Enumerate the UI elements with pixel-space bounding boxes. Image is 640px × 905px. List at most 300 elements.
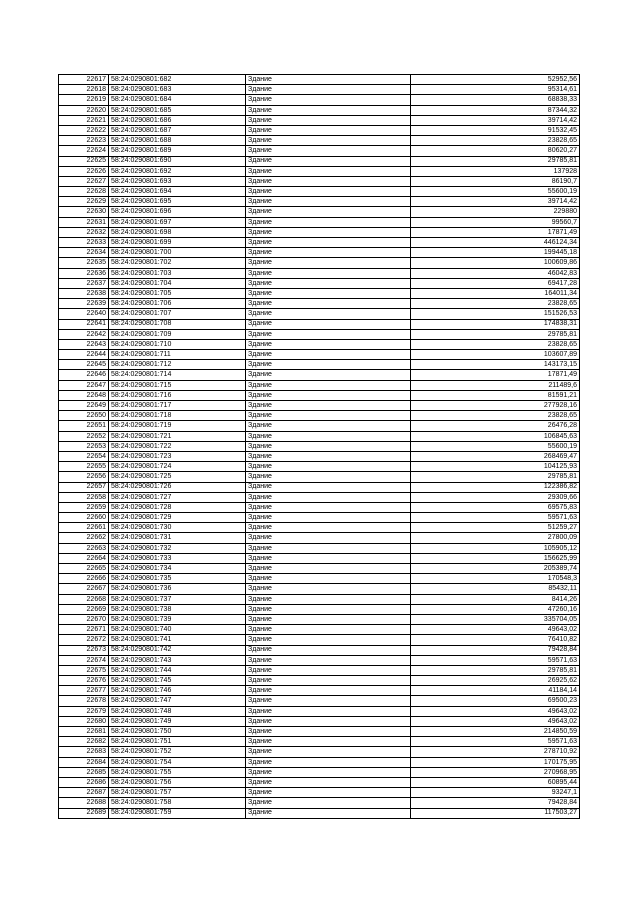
cadastral-number-cell: 58:24:0290801:741 bbox=[109, 635, 246, 645]
table-row bbox=[59, 85, 580, 95]
row-number-cell: 22683 bbox=[59, 747, 109, 757]
cadastral-value-cell: 23828,65 bbox=[411, 411, 580, 421]
table-row bbox=[59, 380, 580, 390]
table-body bbox=[59, 75, 580, 819]
row-number-cell: 22649 bbox=[59, 401, 109, 411]
object-type-cell: Здание bbox=[246, 462, 411, 472]
cadastral-value-cell: 59571,63 bbox=[411, 737, 580, 747]
cadastral-number-cell: 58:24:0290801:719 bbox=[109, 421, 246, 431]
object-type-cell: Здание bbox=[246, 492, 411, 502]
cadastral-value-cell: 39714,42 bbox=[411, 115, 580, 125]
object-type-cell: Здание bbox=[246, 513, 411, 523]
cadastral-value-cell: 156625,99 bbox=[411, 553, 580, 563]
cadastral-value-cell: 277928,16 bbox=[411, 401, 580, 411]
row-number-cell: 22646 bbox=[59, 370, 109, 380]
object-type-cell: Здание bbox=[246, 329, 411, 339]
cadastral-number-cell: 58:24:0290801:694 bbox=[109, 187, 246, 197]
cadastral-number-cell: 58:24:0290801:686 bbox=[109, 115, 246, 125]
cadastral-value-cell: 26925,62 bbox=[411, 676, 580, 686]
object-type-cell: Здание bbox=[246, 187, 411, 197]
row-number-cell: 22682 bbox=[59, 737, 109, 747]
object-type-cell: Здание bbox=[246, 136, 411, 146]
cadastral-value-cell: 52952,56 bbox=[411, 75, 580, 85]
cadastral-value-cell: 76410,82 bbox=[411, 635, 580, 645]
cadastral-value-cell: 23828,65 bbox=[411, 299, 580, 309]
cadastral-value-cell: 229880 bbox=[411, 207, 580, 217]
object-type-cell: Здание bbox=[246, 645, 411, 655]
cadastral-value-cell: 268469,47 bbox=[411, 451, 580, 461]
row-number-cell: 22681 bbox=[59, 727, 109, 737]
table-row bbox=[59, 798, 580, 808]
cadastral-number-cell: 58:24:0290801:754 bbox=[109, 757, 246, 767]
cadastral-number-cell: 58:24:0290801:736 bbox=[109, 584, 246, 594]
object-type-cell: Здание bbox=[246, 75, 411, 85]
cadastral-value-cell: 93247,1 bbox=[411, 788, 580, 798]
cadastral-value-cell: 55600,19 bbox=[411, 441, 580, 451]
cadastral-value-cell: 51259,27 bbox=[411, 523, 580, 533]
table-row bbox=[59, 757, 580, 767]
cadastral-value-cell: 278710,92 bbox=[411, 747, 580, 757]
table-row bbox=[59, 176, 580, 186]
object-type-cell: Здание bbox=[246, 350, 411, 360]
table-row bbox=[59, 431, 580, 441]
row-number-cell: 22652 bbox=[59, 431, 109, 441]
object-type-cell: Здание bbox=[246, 574, 411, 584]
cadastral-value-cell: 39714,42 bbox=[411, 197, 580, 207]
cadastral-value-cell: 103607,89 bbox=[411, 350, 580, 360]
object-type-cell: Здание bbox=[246, 706, 411, 716]
cadastral-value-cell: 106845,63 bbox=[411, 431, 580, 441]
cadastral-value-cell: 29785,81 bbox=[411, 472, 580, 482]
object-type-cell: Здание bbox=[246, 125, 411, 135]
property-table bbox=[58, 74, 580, 819]
object-type-cell: Здание bbox=[246, 553, 411, 563]
row-number-cell: 22641 bbox=[59, 319, 109, 329]
object-type-cell: Здание bbox=[246, 248, 411, 258]
table-row bbox=[59, 696, 580, 706]
cadastral-number-cell: 58:24:0290801:747 bbox=[109, 696, 246, 706]
cadastral-number-cell: 58:24:0290801:704 bbox=[109, 278, 246, 288]
table-row bbox=[59, 441, 580, 451]
cadastral-number-cell: 58:24:0290801:687 bbox=[109, 125, 246, 135]
row-number-cell: 22653 bbox=[59, 441, 109, 451]
cadastral-value-cell: 143173,15 bbox=[411, 360, 580, 370]
cadastral-value-cell: 29309,66 bbox=[411, 492, 580, 502]
table-row bbox=[59, 146, 580, 156]
table-row bbox=[59, 472, 580, 482]
cadastral-value-cell: 17871,49 bbox=[411, 370, 580, 380]
row-number-cell: 22686 bbox=[59, 777, 109, 787]
table-row bbox=[59, 125, 580, 135]
cadastral-value-cell: 85432,11 bbox=[411, 584, 580, 594]
row-number-cell: 22633 bbox=[59, 238, 109, 248]
table-row bbox=[59, 523, 580, 533]
row-number-cell: 22619 bbox=[59, 95, 109, 105]
object-type-cell: Здание bbox=[246, 665, 411, 675]
table-row bbox=[59, 808, 580, 818]
object-type-cell: Здание bbox=[246, 482, 411, 492]
object-type-cell: Здание bbox=[246, 604, 411, 614]
object-type-cell: Здание bbox=[246, 370, 411, 380]
cadastral-value-cell: 55600,19 bbox=[411, 187, 580, 197]
row-number-cell: 22680 bbox=[59, 716, 109, 726]
row-number-cell: 22660 bbox=[59, 513, 109, 523]
cadastral-value-cell: 100609,86 bbox=[411, 258, 580, 268]
cadastral-number-cell: 58:24:0290801:689 bbox=[109, 146, 246, 156]
cadastral-value-cell: 446124,34 bbox=[411, 238, 580, 248]
row-number-cell: 22675 bbox=[59, 665, 109, 675]
object-type-cell: Здание bbox=[246, 197, 411, 207]
table-row bbox=[59, 706, 580, 716]
object-type-cell: Здание bbox=[246, 767, 411, 777]
table-row bbox=[59, 319, 580, 329]
table-row bbox=[59, 492, 580, 502]
table-row bbox=[59, 187, 580, 197]
row-number-cell: 22668 bbox=[59, 594, 109, 604]
table-row bbox=[59, 513, 580, 523]
row-number-cell: 22689 bbox=[59, 808, 109, 818]
cadastral-number-cell: 58:24:0290801:748 bbox=[109, 706, 246, 716]
cadastral-value-cell: 99560,7 bbox=[411, 217, 580, 227]
table-row bbox=[59, 655, 580, 665]
cadastral-number-cell: 58:24:0290801:696 bbox=[109, 207, 246, 217]
cadastral-number-cell: 58:24:0290801:752 bbox=[109, 747, 246, 757]
cadastral-value-cell: 49643,02 bbox=[411, 716, 580, 726]
object-type-cell: Здание bbox=[246, 146, 411, 156]
row-number-cell: 22684 bbox=[59, 757, 109, 767]
cadastral-number-cell: 58:24:0290801:715 bbox=[109, 380, 246, 390]
cadastral-number-cell: 58:24:0290801:759 bbox=[109, 808, 246, 818]
cadastral-number-cell: 58:24:0290801:726 bbox=[109, 482, 246, 492]
row-number-cell: 22644 bbox=[59, 350, 109, 360]
table-row bbox=[59, 411, 580, 421]
object-type-cell: Здание bbox=[246, 95, 411, 105]
table-row bbox=[59, 370, 580, 380]
cadastral-value-cell: 270968,95 bbox=[411, 767, 580, 777]
object-type-cell: Здание bbox=[246, 431, 411, 441]
cadastral-value-cell: 87344,32 bbox=[411, 105, 580, 115]
table-row bbox=[59, 645, 580, 655]
object-type-cell: Здание bbox=[246, 614, 411, 624]
object-type-cell: Здание bbox=[246, 584, 411, 594]
cadastral-number-cell: 58:24:0290801:755 bbox=[109, 767, 246, 777]
cadastral-value-cell: 81591,21 bbox=[411, 390, 580, 400]
cadastral-number-cell: 58:24:0290801:706 bbox=[109, 299, 246, 309]
object-type-cell: Здание bbox=[246, 441, 411, 451]
table-row bbox=[59, 136, 580, 146]
cadastral-value-cell: 335704,05 bbox=[411, 614, 580, 624]
cadastral-number-cell: 58:24:0290801:727 bbox=[109, 492, 246, 502]
cadastral-number-cell: 58:24:0290801:731 bbox=[109, 533, 246, 543]
cadastral-number-cell: 58:24:0290801:723 bbox=[109, 451, 246, 461]
row-number-cell: 22629 bbox=[59, 197, 109, 207]
row-number-cell: 22661 bbox=[59, 523, 109, 533]
object-type-cell: Здание bbox=[246, 207, 411, 217]
cadastral-value-cell: 117503,27 bbox=[411, 808, 580, 818]
table-row bbox=[59, 288, 580, 298]
row-number-cell: 22671 bbox=[59, 625, 109, 635]
object-type-cell: Здание bbox=[246, 268, 411, 278]
cadastral-value-cell: 49643,02 bbox=[411, 625, 580, 635]
cadastral-value-cell: 29785,81 bbox=[411, 156, 580, 166]
cadastral-value-cell: 105905,12 bbox=[411, 543, 580, 553]
table-row bbox=[59, 462, 580, 472]
cadastral-number-cell: 58:24:0290801:758 bbox=[109, 798, 246, 808]
cadastral-number-cell: 58:24:0290801:695 bbox=[109, 197, 246, 207]
object-type-cell: Здание bbox=[246, 258, 411, 268]
object-type-cell: Здание bbox=[246, 85, 411, 95]
row-number-cell: 22656 bbox=[59, 472, 109, 482]
cadastral-number-cell: 58:24:0290801:714 bbox=[109, 370, 246, 380]
cadastral-number-cell: 58:24:0290801:744 bbox=[109, 665, 246, 675]
row-number-cell: 22679 bbox=[59, 706, 109, 716]
object-type-cell: Здание bbox=[246, 716, 411, 726]
document-page bbox=[58, 74, 577, 819]
cadastral-number-cell: 58:24:0290801:717 bbox=[109, 401, 246, 411]
cadastral-number-cell: 58:24:0290801:711 bbox=[109, 350, 246, 360]
table-row bbox=[59, 360, 580, 370]
table-row bbox=[59, 747, 580, 757]
table-row bbox=[59, 451, 580, 461]
cadastral-number-cell: 58:24:0290801:732 bbox=[109, 543, 246, 553]
table-row bbox=[59, 156, 580, 166]
cadastral-value-cell: 8414,26 bbox=[411, 594, 580, 604]
object-type-cell: Здание bbox=[246, 105, 411, 115]
row-number-cell: 22627 bbox=[59, 176, 109, 186]
row-number-cell: 22669 bbox=[59, 604, 109, 614]
cadastral-number-cell: 58:24:0290801:707 bbox=[109, 309, 246, 319]
row-number-cell: 22626 bbox=[59, 166, 109, 176]
cadastral-number-cell: 58:24:0290801:756 bbox=[109, 777, 246, 787]
object-type-cell: Здание bbox=[246, 217, 411, 227]
cadastral-value-cell: 80620,27 bbox=[411, 146, 580, 156]
cadastral-value-cell: 91532,45 bbox=[411, 125, 580, 135]
object-type-cell: Здание bbox=[246, 360, 411, 370]
cadastral-number-cell: 58:24:0290801:709 bbox=[109, 329, 246, 339]
cadastral-value-cell: 174838,31 bbox=[411, 319, 580, 329]
cadastral-number-cell: 58:24:0290801:743 bbox=[109, 655, 246, 665]
cadastral-number-cell: 58:24:0290801:739 bbox=[109, 614, 246, 624]
row-number-cell: 22685 bbox=[59, 767, 109, 777]
cadastral-number-cell: 58:24:0290801:683 bbox=[109, 85, 246, 95]
row-number-cell: 22634 bbox=[59, 248, 109, 258]
cadastral-number-cell: 58:24:0290801:751 bbox=[109, 737, 246, 747]
table-row bbox=[59, 553, 580, 563]
object-type-cell: Здание bbox=[246, 278, 411, 288]
row-number-cell: 22673 bbox=[59, 645, 109, 655]
cadastral-value-cell: 205389,74 bbox=[411, 564, 580, 574]
row-number-cell: 22643 bbox=[59, 339, 109, 349]
table-row bbox=[59, 339, 580, 349]
cadastral-number-cell: 58:24:0290801:708 bbox=[109, 319, 246, 329]
cadastral-value-cell: 59571,63 bbox=[411, 655, 580, 665]
row-number-cell: 22636 bbox=[59, 268, 109, 278]
table-row bbox=[59, 584, 580, 594]
object-type-cell: Здание bbox=[246, 421, 411, 431]
row-number-cell: 22620 bbox=[59, 105, 109, 115]
table-row bbox=[59, 75, 580, 85]
cadastral-number-cell: 58:24:0290801:730 bbox=[109, 523, 246, 533]
object-type-cell: Здание bbox=[246, 227, 411, 237]
table-row bbox=[59, 217, 580, 227]
row-number-cell: 22638 bbox=[59, 288, 109, 298]
cadastral-number-cell: 58:24:0290801:738 bbox=[109, 604, 246, 614]
table-row bbox=[59, 543, 580, 553]
table-row bbox=[59, 166, 580, 176]
cadastral-value-cell: 29785,81 bbox=[411, 665, 580, 675]
cadastral-value-cell: 23828,65 bbox=[411, 339, 580, 349]
cadastral-number-cell: 58:24:0290801:722 bbox=[109, 441, 246, 451]
cadastral-value-cell: 68838,33 bbox=[411, 95, 580, 105]
row-number-cell: 22654 bbox=[59, 451, 109, 461]
table-row bbox=[59, 635, 580, 645]
cadastral-value-cell: 104125,93 bbox=[411, 462, 580, 472]
cadastral-value-cell: 170548,3 bbox=[411, 574, 580, 584]
cadastral-value-cell: 41184,14 bbox=[411, 686, 580, 696]
object-type-cell: Здание bbox=[246, 737, 411, 747]
object-type-cell: Здание bbox=[246, 676, 411, 686]
cadastral-number-cell: 58:24:0290801:705 bbox=[109, 288, 246, 298]
row-number-cell: 22674 bbox=[59, 655, 109, 665]
row-number-cell: 22624 bbox=[59, 146, 109, 156]
cadastral-value-cell: 69500,23 bbox=[411, 696, 580, 706]
table-row bbox=[59, 716, 580, 726]
row-number-cell: 22639 bbox=[59, 299, 109, 309]
table-row bbox=[59, 574, 580, 584]
cadastral-number-cell: 58:24:0290801:721 bbox=[109, 431, 246, 441]
table-row bbox=[59, 299, 580, 309]
object-type-cell: Здание bbox=[246, 655, 411, 665]
cadastral-number-cell: 58:24:0290801:682 bbox=[109, 75, 246, 85]
object-type-cell: Здание bbox=[246, 686, 411, 696]
cadastral-number-cell: 58:24:0290801:742 bbox=[109, 645, 246, 655]
table-row bbox=[59, 482, 580, 492]
cadastral-value-cell: 47260,16 bbox=[411, 604, 580, 614]
cadastral-value-cell: 23828,65 bbox=[411, 136, 580, 146]
row-number-cell: 22645 bbox=[59, 360, 109, 370]
cadastral-value-cell: 29785,81 bbox=[411, 329, 580, 339]
cadastral-number-cell: 58:24:0290801:685 bbox=[109, 105, 246, 115]
row-number-cell: 22628 bbox=[59, 187, 109, 197]
row-number-cell: 22663 bbox=[59, 543, 109, 553]
cadastral-value-cell: 122386,82 bbox=[411, 482, 580, 492]
table-row bbox=[59, 533, 580, 543]
row-number-cell: 22648 bbox=[59, 390, 109, 400]
cadastral-value-cell: 95314,61 bbox=[411, 85, 580, 95]
object-type-cell: Здание bbox=[246, 319, 411, 329]
cadastral-value-cell: 79428,84 bbox=[411, 645, 580, 655]
table-row bbox=[59, 502, 580, 512]
row-number-cell: 22662 bbox=[59, 533, 109, 543]
object-type-cell: Здание bbox=[246, 390, 411, 400]
table-row bbox=[59, 564, 580, 574]
table-row bbox=[59, 686, 580, 696]
row-number-cell: 22657 bbox=[59, 482, 109, 492]
object-type-cell: Здание bbox=[246, 808, 411, 818]
table-row bbox=[59, 777, 580, 787]
table-row bbox=[59, 258, 580, 268]
table-row bbox=[59, 105, 580, 115]
row-number-cell: 22621 bbox=[59, 115, 109, 125]
row-number-cell: 22676 bbox=[59, 676, 109, 686]
row-number-cell: 22666 bbox=[59, 574, 109, 584]
row-number-cell: 22651 bbox=[59, 421, 109, 431]
cadastral-number-cell: 58:24:0290801:724 bbox=[109, 462, 246, 472]
row-number-cell: 22658 bbox=[59, 492, 109, 502]
table-row bbox=[59, 350, 580, 360]
cadastral-value-cell: 151526,53 bbox=[411, 309, 580, 319]
cadastral-number-cell: 58:24:0290801:688 bbox=[109, 136, 246, 146]
object-type-cell: Здание bbox=[246, 635, 411, 645]
table-row bbox=[59, 421, 580, 431]
table-row bbox=[59, 329, 580, 339]
cadastral-number-cell: 58:24:0290801:725 bbox=[109, 472, 246, 482]
table-row bbox=[59, 207, 580, 217]
object-type-cell: Здание bbox=[246, 176, 411, 186]
cadastral-number-cell: 58:24:0290801:737 bbox=[109, 594, 246, 604]
cadastral-value-cell: 26476,28 bbox=[411, 421, 580, 431]
object-type-cell: Здание bbox=[246, 788, 411, 798]
table-row bbox=[59, 737, 580, 747]
cadastral-number-cell: 58:24:0290801:735 bbox=[109, 574, 246, 584]
object-type-cell: Здание bbox=[246, 543, 411, 553]
object-type-cell: Здание bbox=[246, 115, 411, 125]
cadastral-number-cell: 58:24:0290801:693 bbox=[109, 176, 246, 186]
cadastral-value-cell: 79428,84 bbox=[411, 798, 580, 808]
object-type-cell: Здание bbox=[246, 472, 411, 482]
cadastral-number-cell: 58:24:0290801:733 bbox=[109, 553, 246, 563]
cadastral-number-cell: 58:24:0290801:692 bbox=[109, 166, 246, 176]
object-type-cell: Здание bbox=[246, 696, 411, 706]
row-number-cell: 22650 bbox=[59, 411, 109, 421]
row-number-cell: 22631 bbox=[59, 217, 109, 227]
cadastral-number-cell: 58:24:0290801:746 bbox=[109, 686, 246, 696]
row-number-cell: 22617 bbox=[59, 75, 109, 85]
table-row bbox=[59, 197, 580, 207]
object-type-cell: Здание bbox=[246, 166, 411, 176]
table-row bbox=[59, 614, 580, 624]
cadastral-value-cell: 69417,28 bbox=[411, 278, 580, 288]
row-number-cell: 22622 bbox=[59, 125, 109, 135]
cadastral-value-cell: 164011,34 bbox=[411, 288, 580, 298]
cadastral-number-cell: 58:24:0290801:757 bbox=[109, 788, 246, 798]
row-number-cell: 22687 bbox=[59, 788, 109, 798]
cadastral-value-cell: 59571,63 bbox=[411, 513, 580, 523]
cadastral-value-cell: 86190,7 bbox=[411, 176, 580, 186]
object-type-cell: Здание bbox=[246, 309, 411, 319]
row-number-cell: 22655 bbox=[59, 462, 109, 472]
row-number-cell: 22618 bbox=[59, 85, 109, 95]
cadastral-number-cell: 58:24:0290801:697 bbox=[109, 217, 246, 227]
row-number-cell: 22667 bbox=[59, 584, 109, 594]
cadastral-value-cell: 60895,44 bbox=[411, 777, 580, 787]
cadastral-number-cell: 58:24:0290801:702 bbox=[109, 258, 246, 268]
cadastral-number-cell: 58:24:0290801:718 bbox=[109, 411, 246, 421]
row-number-cell: 22688 bbox=[59, 798, 109, 808]
cadastral-value-cell: 214850,59 bbox=[411, 727, 580, 737]
row-number-cell: 22670 bbox=[59, 614, 109, 624]
row-number-cell: 22635 bbox=[59, 258, 109, 268]
object-type-cell: Здание bbox=[246, 451, 411, 461]
object-type-cell: Здание bbox=[246, 299, 411, 309]
cadastral-value-cell: 137928 bbox=[411, 166, 580, 176]
row-number-cell: 22659 bbox=[59, 502, 109, 512]
object-type-cell: Здание bbox=[246, 747, 411, 757]
row-number-cell: 22625 bbox=[59, 156, 109, 166]
table-row bbox=[59, 401, 580, 411]
cadastral-value-cell: 27800,09 bbox=[411, 533, 580, 543]
cadastral-value-cell: 199445,18 bbox=[411, 248, 580, 258]
